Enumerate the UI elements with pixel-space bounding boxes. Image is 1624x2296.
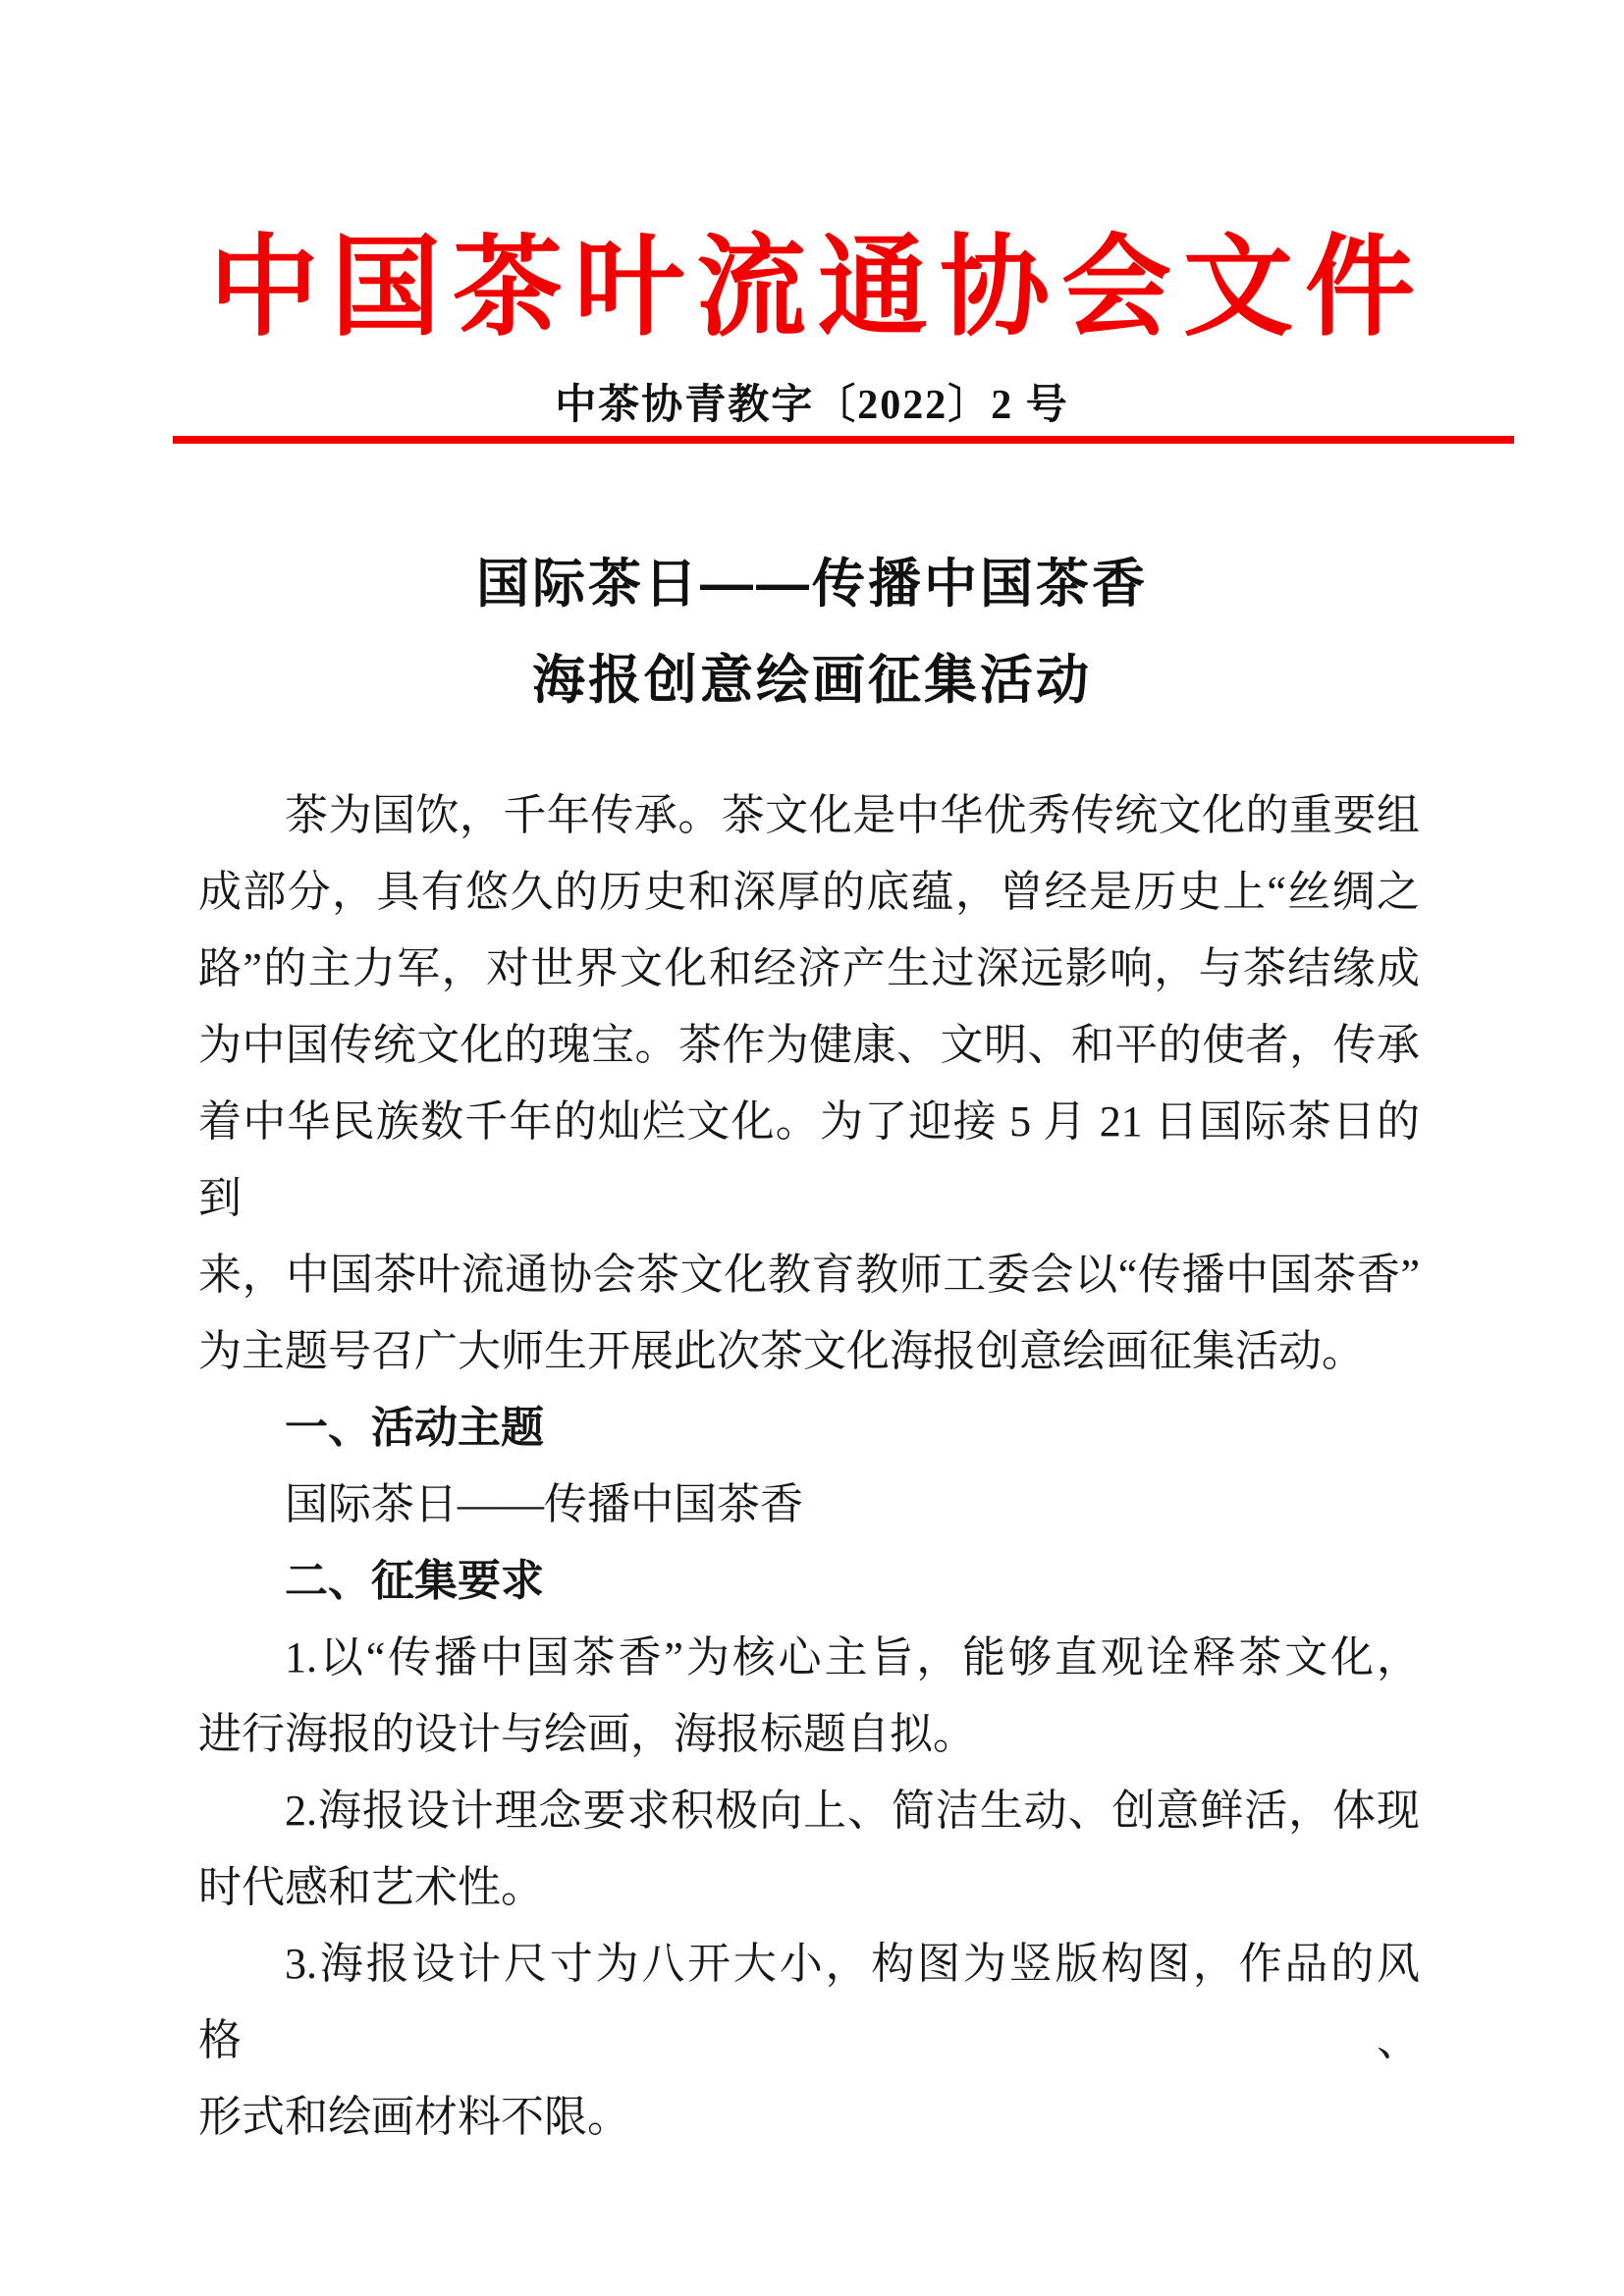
body-line: 国际茶日——传播中国茶香: [285, 1480, 803, 1528]
body-line: 成部分，具有悠久的历史和深厚的底蕴，曾经是历史上“丝绸之: [198, 868, 1420, 916]
body-line: 一、活动主题: [285, 1404, 544, 1452]
body-line: 进行海报的设计与绘画，海报标题自拟。: [198, 1710, 976, 1758]
document-body: [198, 777, 1420, 2156]
body-line: 时代感和艺术性。: [198, 1863, 544, 1911]
body-line: 1.以“传播中国茶香”为核心主旨，能够直观诠释茶文化，: [285, 1633, 1420, 1682]
body-line: 2.海报设计理念要求积极向上、简洁生动、创意鲜活，体现: [285, 1787, 1420, 1835]
document-title: [0, 536, 1624, 728]
body-line: 为中国传统文化的瑰宝。茶作为健康、文明、和平的使者，传承: [198, 1021, 1420, 1069]
document-header-title: 中国茶叶流通协会文件: [209, 228, 1427, 349]
body-line: 二、征集要求: [285, 1557, 544, 1605]
body-line: 茶为国饮，千年传承。茶文化是中华优秀传统文化的重要组: [285, 791, 1420, 839]
red-divider-line: [173, 436, 1514, 444]
body-line: 着中华民族数千年的灿烂文化。为了迎接 5 月 21 日国际茶日的到: [198, 1097, 1420, 1222]
doc-number: 中茶协青教字〔2022〕2 号: [555, 383, 1069, 428]
document-title-line2: 海报创意绘画征集活动: [532, 651, 1092, 710]
document-title-line1: 国际茶日——传播中国茶香: [476, 555, 1148, 614]
body-line: 3.海报设计尺寸为八开大小，构图为竖版构图，作品的风格、: [198, 1940, 1420, 2064]
body-line: 为主题号召广大师生开展此次茶文化海报创意绘画征集活动。: [198, 1327, 1365, 1375]
body-line: 形式和绘画材料不限。: [198, 2093, 630, 2141]
body-line: 来，中国茶叶流通协会茶文化教育教师工委会以“传播中国茶香”: [198, 1251, 1420, 1299]
body-line: 路”的主力军，对世界文化和经济产生过深远影响，与茶结缘成: [198, 944, 1420, 992]
